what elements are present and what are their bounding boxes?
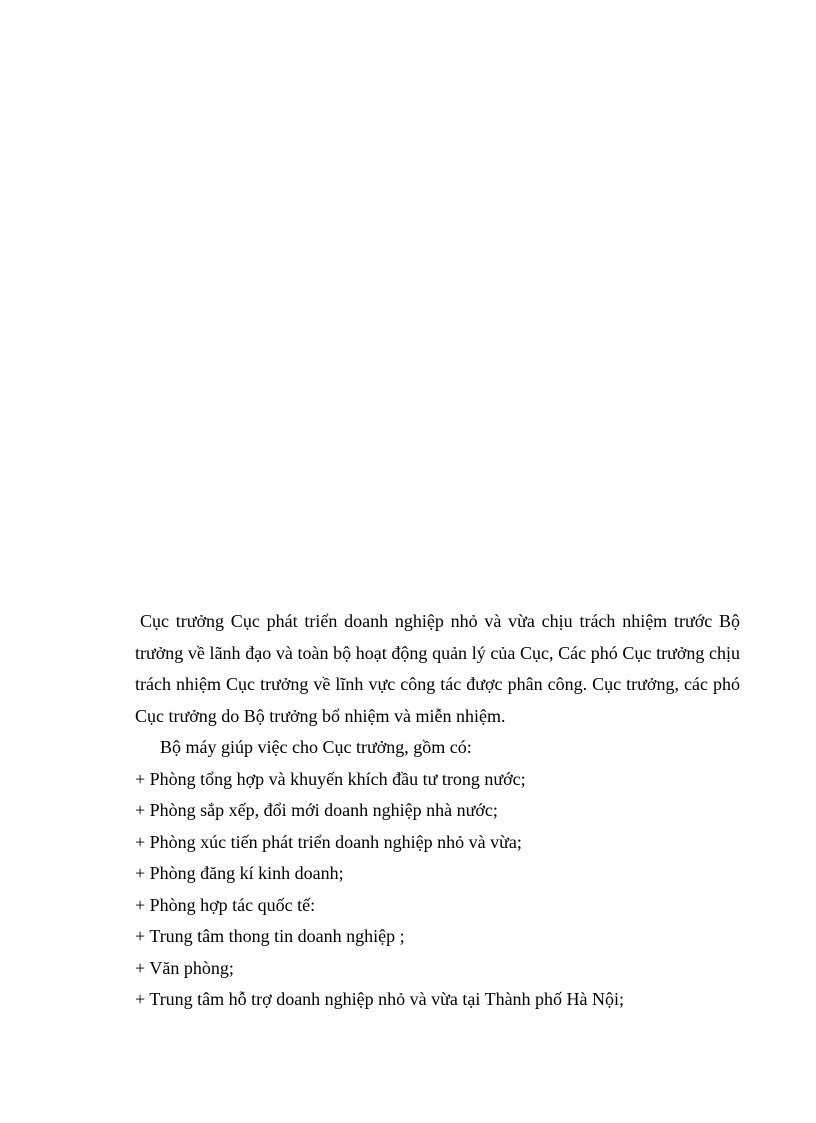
list-item: + Phòng đăng kí kinh doanh; [135,863,344,883]
body-paragraph: Cục trưởng Cục phát triển doanh nghiệp nhỏ và vừa chịu trách nhiệm trước Bộ trưởng về lãnh đạo và toàn bộ hoạt động quản lý của Cục, Các phó Cục trưởng chịu trách nhiệm Cục trưởng về lĩnh vực công tác được phân công. Cục trưởng, các phó Cục trưởng do Bộ trưởng bổ nhiệm và miễn nhiệm. [135,611,740,726]
document-body [135,606,740,1016]
list-item: + Văn phòng; [135,957,234,978]
list-item: + Trung tâm thong tin doanh nghiệp ; [135,926,405,946]
list-item: + Trung tâm hỗ trợ doanh nghiệp nhỏ và vừa tại Thành phố Hà Nội; [135,989,625,1009]
department-list [135,764,740,1016]
list-intro: Bộ máy giúp việc cho Cục trưởng, gồm có: [160,737,472,757]
list-item: + Phòng tổng hợp và khuyến khích đầu tư trong nước; [135,768,526,789]
list-item: + Phòng xúc tiến phát triển doanh nghiệp nhỏ và vừa; [135,831,522,852]
list-item: + Phòng sắp xếp, đổi mới doanh nghiệp nhà nước; [135,800,498,820]
list-item: + Phòng hợp tác quốc tế: [135,894,316,915]
